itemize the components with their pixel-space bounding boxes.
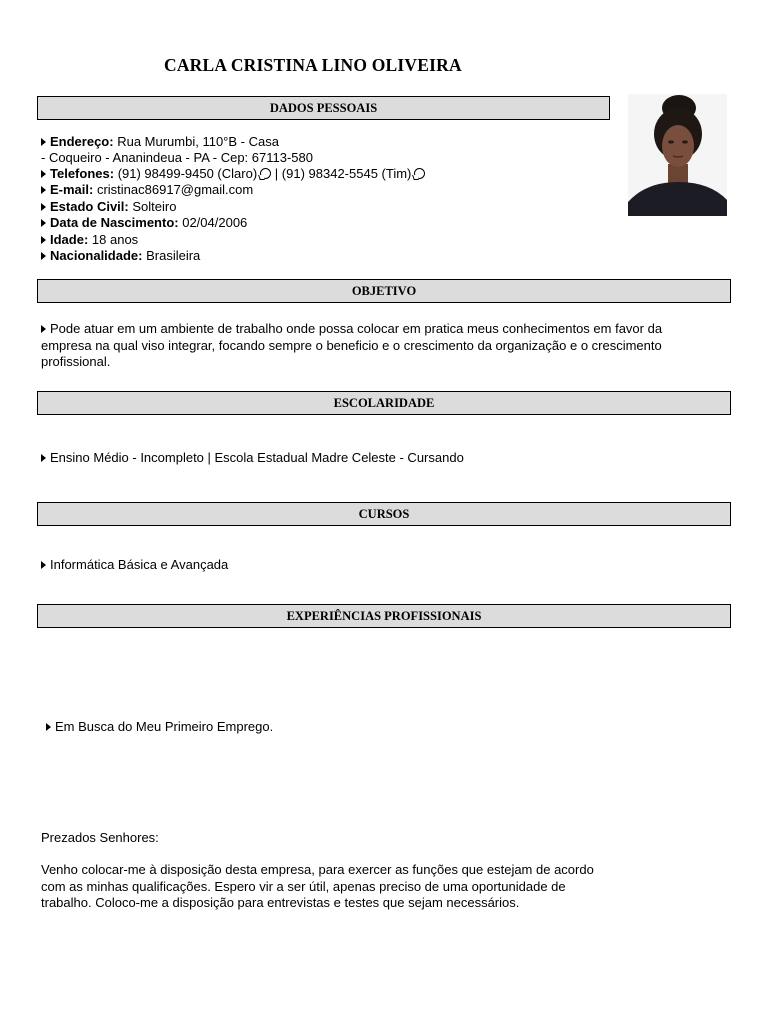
bullet-arrow-icon — [41, 186, 46, 194]
bullet-arrow-icon — [41, 454, 46, 462]
bullet-arrow-icon — [41, 252, 46, 260]
address-line: Endereço: Rua Murumbi, 110°B - Casa — [41, 134, 279, 150]
bullet-arrow-icon — [41, 170, 46, 178]
candidate-name: CARLA CRISTINA LINO OLIVEIRA — [164, 55, 462, 75]
profile-photo — [628, 94, 727, 216]
email-line: E-mail: cristinac86917@gmail.com — [41, 182, 253, 198]
bullet-arrow-icon — [41, 203, 46, 211]
section-header-objetivo: OBJETIVO — [37, 279, 731, 303]
birth-date-line: Data de Nascimento: 02/04/2006 — [41, 215, 247, 231]
course-item: Informática Básica e Avançada — [41, 557, 228, 573]
bullet-arrow-icon — [41, 325, 46, 333]
whatsapp-icon — [414, 168, 425, 179]
bullet-arrow-icon — [41, 138, 46, 146]
education-item: Ensino Médio - Incompleto | Escola Estadual Madre Celeste - Cursando — [41, 450, 464, 466]
objective-text: Pode atuar em um ambiente de trabalho onde possa colocar em pratica meus conhecimentos em favor da empresa na qual viso integrar, focando sempre o beneficio e o crescimento da organização e o crescimento profissional. — [41, 321, 663, 369]
nationality-line: Nacionalidade: Brasileira — [41, 248, 200, 264]
section-header-dados-pessoais: DADOS PESSOAIS — [37, 96, 610, 120]
section-header-cursos: CURSOS — [37, 502, 731, 526]
whatsapp-icon — [260, 168, 271, 179]
address-line-2: - Coqueiro - Ananindeua - PA - Cep: 67113-580 — [41, 150, 313, 165]
section-header-experiencias: EXPERIÊNCIAS PROFISSIONAIS — [37, 604, 731, 628]
bullet-arrow-icon — [41, 219, 46, 227]
experience-item: Em Busca do Meu Primeiro Emprego. — [46, 719, 273, 735]
age-line: Idade: 18 anos — [41, 232, 138, 248]
bullet-arrow-icon — [41, 561, 46, 569]
section-header-escolaridade: ESCOLARIDADE — [37, 391, 731, 415]
bullet-arrow-icon — [46, 723, 51, 731]
phones-line: Telefones: (91) 98499-9450 (Claro) | (91) 98342-5545 (Tim) — [41, 166, 425, 182]
letter-greeting: Prezados Senhores: — [41, 830, 159, 845]
bullet-arrow-icon — [41, 236, 46, 244]
civil-status-line: Estado Civil: Solteiro — [41, 199, 176, 215]
letter-body: Venho colocar-me à disposição desta empresa, para exercer as funções que estejam de acordo com as minhas qualificações. Espero vir a ser útil, apenas preciso de uma oportunidade de trabalho. Coloco-me a disposição para entrevistas e testes que sejam necessários. — [41, 862, 594, 910]
